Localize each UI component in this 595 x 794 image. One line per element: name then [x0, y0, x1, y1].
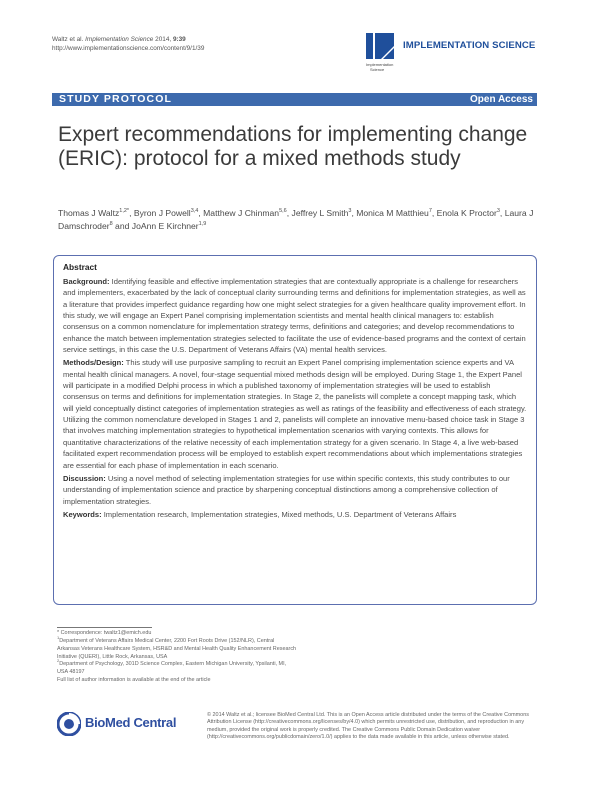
abstract-section-label: Background: [63, 277, 110, 286]
abstract-keywords [63, 509, 528, 520]
biomed-central-logo-icon [57, 712, 81, 736]
publisher-logo [57, 712, 177, 740]
author-affiliation-marker: 5,6 [279, 208, 287, 215]
author-name[interactable]: JoAnn E Kirchner [131, 221, 199, 231]
abstract-section-text: Using a novel method of selecting implementation strategies for use within specific contexts, this study contributes to our understanding of implementation science and practice by sharpening conceptual distinctions among a comprehensive collection of implementation strategies. [63, 473, 510, 506]
affiliation-text: Department of Psychology, 301D Science Complex, Eastern Michigan University, Ypsilanti, MI, USA 48197 [57, 661, 287, 676]
abstract-discussion [63, 473, 528, 507]
author-affiliation-marker: 3 [348, 208, 352, 215]
journal-logo-subtitle-line2: Science [370, 67, 385, 72]
author-info-note: Full list of author information is available at the end of the article [57, 677, 211, 684]
publisher-name: BioMed Central [85, 715, 177, 730]
affiliation-text: Department of Veterans Affairs Medical Center, 2200 Fort Roots Drive (152/NLR), Central Arkansas Veterans Healthcare System, HSR&D and Mental Health Quality Enhancement Research Initiative (QUERI), Little Rock, Arkansas, USA [57, 637, 297, 660]
affiliation-1 [57, 635, 297, 662]
citation-url[interactable]: http://www.implementationscience.com/content/9/1/39 [52, 45, 205, 52]
citation-authors: Waltz et al. [52, 36, 84, 43]
journal-logo-subtitle [366, 62, 393, 72]
author-affiliation-marker: 7 [428, 208, 432, 215]
abstract-section-label: Keywords: [63, 509, 102, 519]
abstract-heading: Abstract [63, 262, 97, 272]
citation-journal: Implementation Science [85, 36, 154, 43]
license-text: © 2014 Waltz et al.; licensee BioMed Central Ltd. This is an Open Access article distributed under the terms of the Creative Commons Attribution License (http://creativecommons.org/licenses/by/4.0) which permits unrestricted use, distribution, and reproduction in any medium, provided the original work is properly credited. The Creative Commons Public Domain Dedication waiver (http://creativecommons.org/publicdomain/zero/1.0/) applies to the data made available in this article, unless otherwise stated. [207, 712, 529, 740]
abstract-background [63, 276, 528, 355]
author-name[interactable]: Enola K Proctor [436, 208, 497, 218]
journal-logo-subtitle-line1: Implementation [366, 62, 394, 67]
journal-logo-name: IMPLEMENTATION SCIENCE [403, 40, 536, 51]
open-access-label: Open Access [470, 94, 533, 105]
footnote-divider [57, 627, 152, 628]
author-name[interactable]: Monica M Matthieu [356, 208, 429, 218]
citation-header [52, 35, 204, 53]
article-type-banner [52, 93, 537, 106]
implementation-science-logo-icon [366, 33, 394, 59]
affiliation-number: 1 [57, 635, 60, 641]
citation-year-volume: 2014, [155, 36, 172, 43]
author-name[interactable]: Laura J Damschroder [58, 208, 534, 231]
affiliation-2 [57, 658, 297, 677]
affiliation-number: 2 [57, 658, 60, 664]
article-title: Expert recommendations for implementing change (ERIC): protocol for a mixed methods study [58, 123, 528, 170]
journal-logo [366, 33, 536, 83]
abstract-methods [63, 357, 528, 470]
author-name[interactable]: Matthew J Chinman [203, 208, 280, 218]
correspondence-note [57, 630, 297, 641]
abstract-box [53, 255, 537, 605]
article-type-label: STUDY PROTOCOL [59, 93, 173, 105]
author-list: Thomas J Waltz$^{1,2*}$, Byron J Powell$^{3,4}$, Matthew J Chinman$^{5,6}$, Jeffrey L Smith$^3$, Monica M Matthieu$^7$, Enola K Proctor$^3$, Laura J Damschroder$^8$ and JoAnn E Kirchner$^{1,9}$ [58, 208, 534, 231]
abstract-section-text: Implementation research, Implementation strategies, Mixed methods, U.S. Department of Veterans Affairs [103, 509, 457, 519]
abstract-section-label: Methods/Design: [63, 358, 124, 368]
correspondence-text: * Correspondence: twaltz1@emich.edu [57, 630, 152, 636]
author-affiliation-marker: 3 [496, 208, 500, 215]
abstract-section-text: Identifying feasible and effective implementation strategies that are contextually appropriate is a challenge for researchers and implementers, exacerbated by the lack of conceptual clarity surrounding terms and definitions for implementation strategies, as well as a literature that provides imperfect guidance regarding how one might select strategies for a given healthcare quality improvement effort. In this study, we will engage an Expert Panel comprising implementation scientists and mental health clinical managers to: establish consensus on a common nomenclature for implementation strategy terms, definitions and categories; and develop recommendations to enhance the match between implementation strategies selected to facilitate the use of evidence-based programs and the context of certain service settings, in this case the U.S. Department of Veterans Affairs (VA) mental health services. [63, 277, 526, 355]
author-name[interactable]: Jeffrey L Smith [291, 208, 349, 218]
footnotes [57, 630, 297, 685]
abstract-section-text: This study will use purposive sampling to recruit an Expert Panel comprising implementation science experts and VA mental health clinical managers. A novel, four-stage sequential mixed methods design will be employed. During Stage 1, the Expert Panel will participate in a modified Delphi process in which a published taxonomy of implementation strategies will be used to establish consensus on terms and definitions for implementation strategies. In Stage 2, the panelists will complete a concept mapping task, which will yield conceptually distinct categories of implementation strategies as well as ratings of the feasibility and effectiveness of each strategy. Utilizing the common nomenclature developed in Stages 1 and 2, panelists will complete an innovative menu-based choice task in Stage 3 that involves matching implementation strategies to hypothetical implementation scenarios with varying contexts. This allows for quantitative characterizations of the relative necessity of each implementation strategy for a given scenario. In Stage 4, a live web-based facilitated expert recommendation process will be employed to establish expert recommendations about which implementations strategies are essential for each phase of implementation in each scenario. [63, 358, 527, 470]
author-affiliation-marker: 8 [109, 221, 113, 228]
citation-pages: 9:39 [172, 36, 186, 43]
citation-line [52, 35, 204, 44]
abstract-section-label: Discussion: [63, 473, 106, 483]
author-name[interactable]: Thomas J Waltz [58, 208, 120, 218]
author-affiliation-marker: 1,9 [198, 221, 207, 228]
author-affiliation-marker: 1,2* [119, 208, 130, 215]
author-affiliation-marker: 3,4 [190, 208, 199, 215]
author-name[interactable]: Byron J Powell [133, 208, 191, 218]
